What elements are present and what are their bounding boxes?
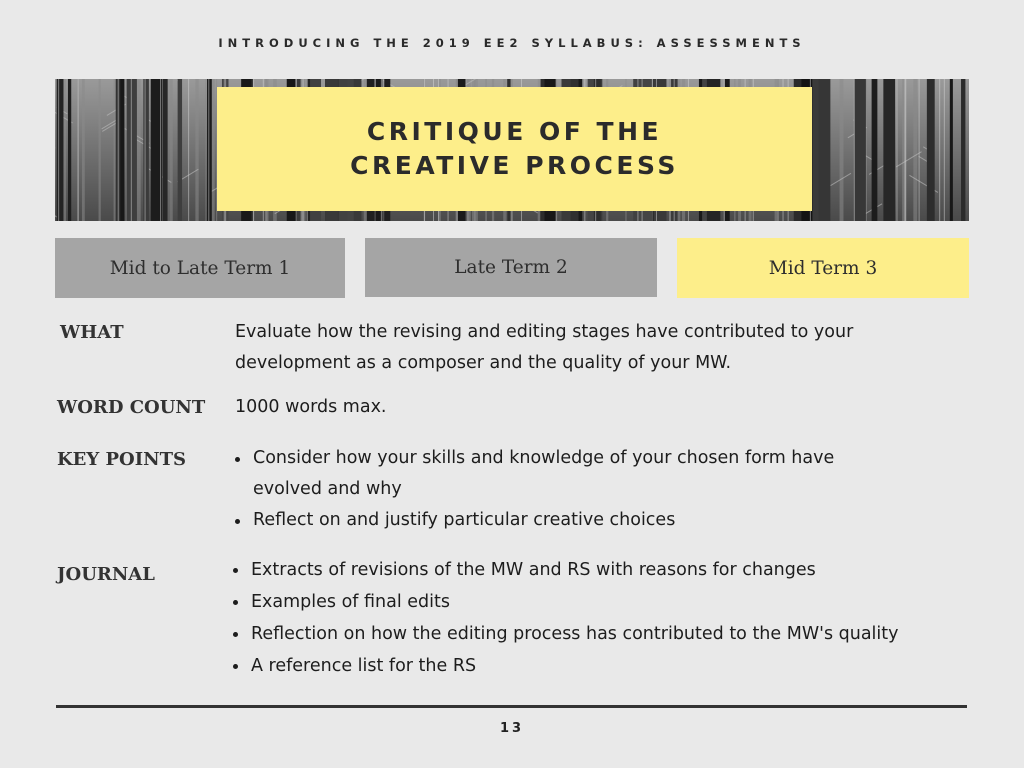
word-count-value: 1000 words max. <box>235 397 387 417</box>
journal-item-2: Examples of final edits <box>251 592 451 612</box>
list-item <box>233 554 899 586</box>
journal-item-4: A reference list for the RS <box>251 656 477 676</box>
journal-item-1: Extracts of revisions of the MW and RS with reasons for changes <box>251 560 816 580</box>
tab-term-3[interactable] <box>677 238 969 298</box>
list-item <box>233 586 899 618</box>
what-line-1: Evaluate how the revising and editing stages have contributed to your <box>235 322 854 342</box>
bullet-icon <box>235 519 240 524</box>
word-count-label: WORD COUNT <box>57 397 206 418</box>
footer-divider <box>56 705 967 708</box>
bullet-icon <box>233 568 238 573</box>
bullet-icon <box>233 632 238 637</box>
bullet-icon <box>233 600 238 605</box>
list-item <box>235 443 834 505</box>
what-label: WHAT <box>60 322 124 343</box>
key-points-label: KEY POINTS <box>57 449 186 470</box>
list-item <box>233 650 899 682</box>
tab-term-1[interactable] <box>55 238 345 298</box>
key-point-1-line-1: Consider how your skills and knowledge of your chosen form have <box>253 448 835 468</box>
journal-item-3: Reflection on how the editing process has contributed to the MW's quality <box>251 624 899 644</box>
tab-term-2[interactable] <box>365 238 657 297</box>
journal-label: JOURNAL <box>57 564 155 585</box>
bullet-icon <box>235 457 240 462</box>
tab-term-3-label: Mid Term 3 <box>768 257 878 279</box>
what-text <box>235 317 853 379</box>
list-item <box>235 505 834 536</box>
page-number: 13 <box>499 721 525 736</box>
bullet-icon <box>233 664 238 669</box>
title-card <box>217 87 812 211</box>
what-line-2: development as a composer and the quality of your MW. <box>235 353 732 373</box>
key-point-1-line-2: evolved and why <box>253 479 402 499</box>
page-kicker: INTRODUCING THE 2019 EE2 SYLLABUS: ASSESSMENTS <box>218 36 806 50</box>
list-item <box>233 618 899 650</box>
journal-list <box>233 554 899 682</box>
key-points-list <box>235 443 834 536</box>
tab-term-1-label: Mid to Late Term 1 <box>109 257 291 279</box>
key-point-2: Reflect on and justify particular creative choices <box>253 510 676 530</box>
tab-term-2-label: Late Term 2 <box>454 257 568 278</box>
page-title: CRITIQUE OF THE CREATIVE PROCESS <box>350 117 679 180</box>
